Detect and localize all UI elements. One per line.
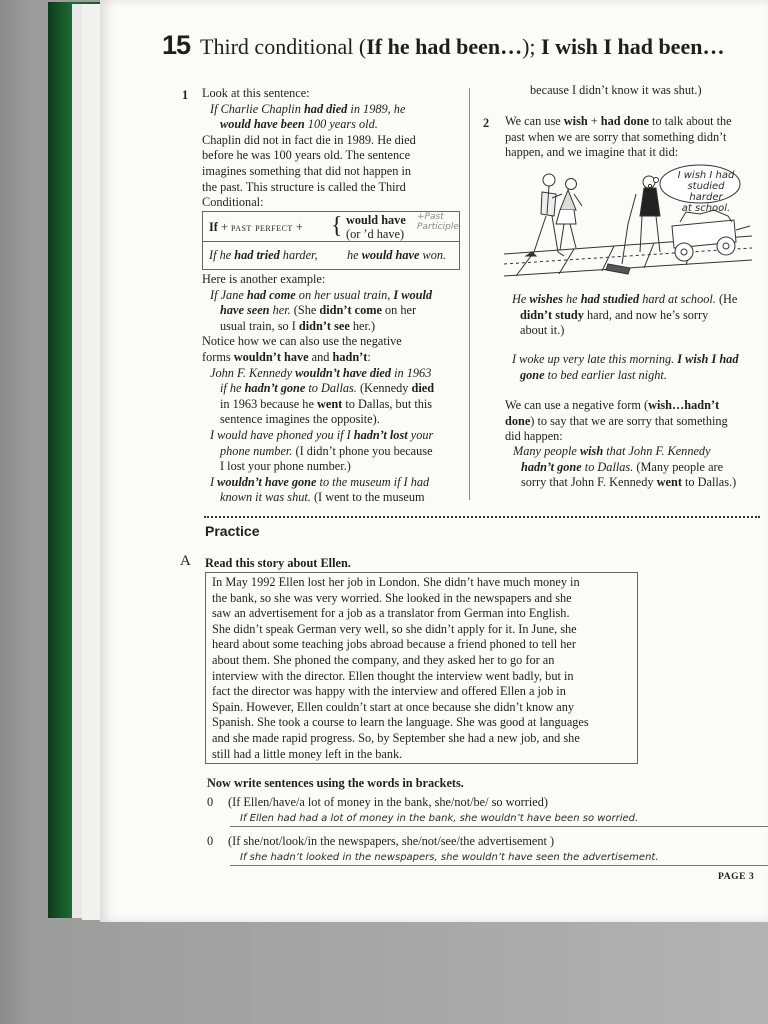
formula-past-perfect: past perfect: [230, 222, 293, 234]
example-jane: If Jane had come on her usual train, I would have seen her. (She didn’t come on her usual train, so I didn’t see her.): [210, 287, 433, 333]
item-answer: If Ellen had had a lot of money in the bank, she wouldn’t have been so worried.: [240, 813, 639, 824]
unit-title-bold1: If he had been…: [366, 34, 523, 59]
exercise-a-instruction: Read this story about Ellen.: [205, 556, 351, 570]
formula-box: [202, 211, 460, 270]
item-prompt: (If she/not/look/in the newspapers, she/not/see/the advertisement ): [228, 834, 555, 848]
answer-line: [230, 865, 768, 866]
formula-options: [346, 213, 406, 242]
unit-title-bold2: I wish I had been…: [541, 34, 725, 59]
item-answer: If she hadn’t looked in the newspapers, she wouldn’t have seen the advertisement.: [240, 852, 659, 863]
practice-divider: [204, 516, 760, 518]
left-p4: Notice how we can also use the negative forms wouldn’t have and hadn’t:: [202, 334, 402, 364]
right-continuation: because I didn’t know it was shut.): [530, 83, 702, 97]
example-many-people: Many people wish that John F. Kennedy hadn’t gone to Dallas. (Many people are sorry that John F. Kennedy went to Dallas.): [513, 444, 737, 490]
exercise-label-a: A: [180, 553, 191, 569]
unit-title-pre: Third conditional (: [200, 34, 367, 59]
story-box: [205, 572, 638, 764]
unit-title: [200, 34, 724, 59]
handwritten-note: +Past Participle: [417, 212, 459, 232]
example-woke-up: I woke up very late this morning. I wish I had gone to bed earlier last night.: [512, 352, 739, 382]
item-number: 0: [207, 795, 214, 809]
item-prompt: (If Ellen/have/a lot of money in the bank, she/not/be/ so worried): [228, 795, 548, 809]
textbook-page: [100, 0, 768, 922]
section-number-1: 1: [182, 88, 189, 102]
formula-plus: +: [295, 220, 303, 234]
formula-plus: +: [220, 220, 228, 234]
formula-row: [209, 220, 303, 237]
left-p2: Chaplin did not in fact die in 1989. He died before he was 100 years old. The sentence imagines something that did not happen in the past. This structure is called the Third Conditional:: [202, 132, 416, 210]
formula-if: If: [209, 220, 218, 234]
page-number: PAGE 3: [718, 872, 755, 882]
formula-example-a: If he had tried harder,: [209, 248, 318, 262]
formula-brace: {: [331, 213, 343, 239]
example-chaplin: [202, 102, 464, 133]
write-instruction: Now write sentences using the words in brackets.: [207, 776, 464, 790]
formula-would-have: would have: [346, 213, 406, 227]
answer-line: [230, 826, 768, 827]
column-divider: [469, 88, 470, 500]
thought-bubble-text: I wish I had studied harder at school.: [677, 170, 735, 214]
practice-heading: Practice: [205, 523, 260, 539]
example-line: would have been 100 years old.: [220, 117, 378, 132]
left-column: [202, 86, 464, 211]
section-number-2: 2: [483, 116, 490, 130]
left-column-lower: [202, 272, 468, 506]
unit-number: 15: [162, 30, 191, 60]
unit-title-mid: );: [522, 34, 542, 59]
right-p2: We can use a negative form (wish…hadn’t done) to say that we are sorry that something did happen:: [505, 398, 728, 444]
example-kennedy: John F. Kennedy wouldn’t have died in 1963 if he hadn’t gone to Dallas. (Kennedy died in 1963 because he went to Dallas, but this sentence imagines the opposite). I would have phoned you if I hadn’t lost your phone number. (I didn’t phone you because I lost your phone number.) I wouldn’t have gone to the museum if I had known it was shut. (I went to the museum: [210, 365, 435, 505]
example-wishes: He wishes he had studied hard at school. (He didn’t study hard, and now he’s sorry about it.): [512, 292, 738, 338]
left-p3: Here is another example:: [202, 272, 326, 286]
story-text: In May 1992 Ellen lost her job in London. She didn’t have much money in the bank, so she was very worried. She looked in the newspapers and she saw an advertisement for a job as a translator from German into English. She didn’t speak German very well, so she didn’t apply for it. In June, she heard about some teaching jobs abroad because a friend phoned to tell her about them. She phoned the company, and they asked her to go for an interview with the director. Ellen thought the interview went badly, but in fact the director was happy with the interview and offered Ellen a job in Spain. However, Ellen couldn’t start at once because she didn’t know any Spanish. She took a course to learn the language. She was good at languages and she made rapid progress. So, by September she had a new job, and she still had a little money left in the bank.: [212, 575, 589, 761]
left-p1: Look at this sentence:: [202, 86, 310, 100]
formula-or-d-have: (or ’d have): [346, 226, 405, 241]
formula-example-b: he would have won.: [347, 248, 447, 262]
unit-heading: [162, 30, 724, 61]
example-line: If Charlie Chaplin had died in 1989, he: [210, 101, 406, 116]
item-number: 0: [207, 834, 214, 848]
right-p1: We can use wish + had done to talk about the past when we are sorry that something didn’t happen, and we imagine that it did:: [505, 114, 732, 160]
